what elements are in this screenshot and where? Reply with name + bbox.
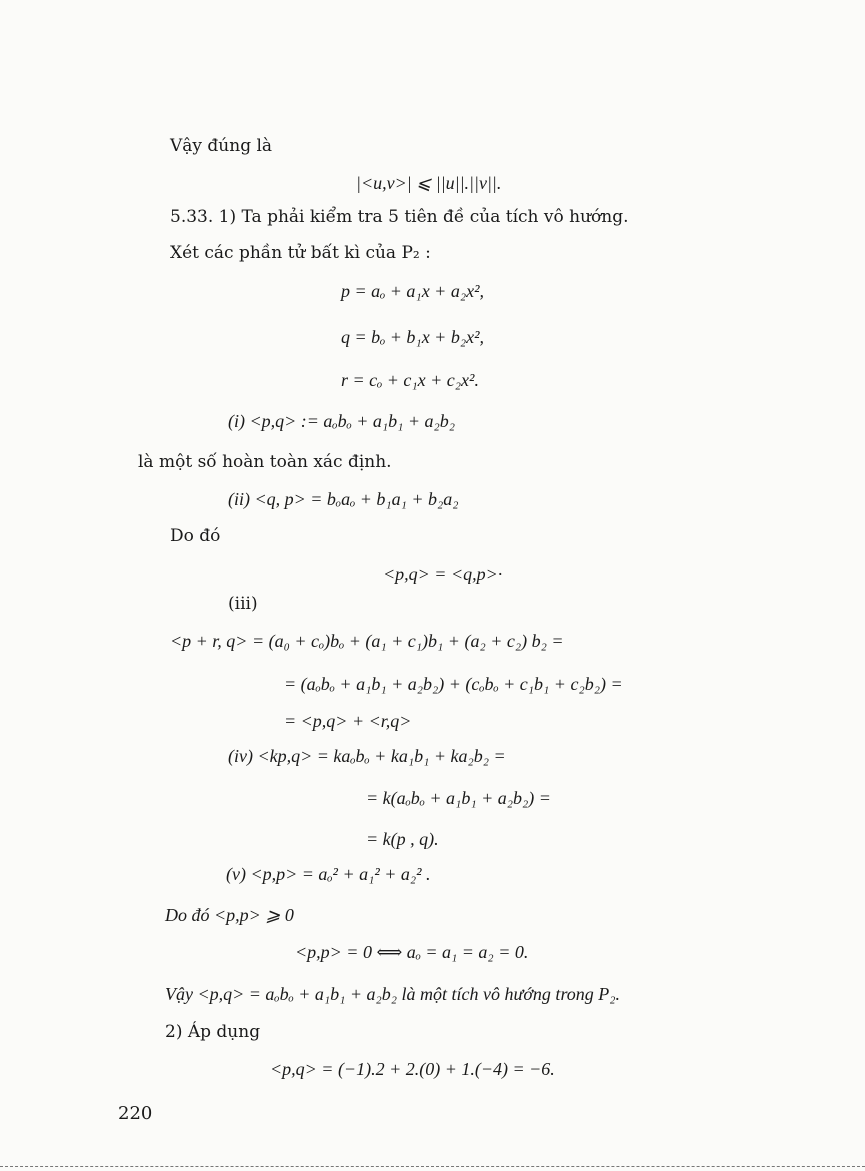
equation-p: p = aₒ + a₁x + a₂x², [341, 281, 484, 301]
equation-q: q = bₒ + b₁x + b₂x², [341, 327, 484, 347]
axiom-i: (i) <p,q> := aₒbₒ + a₁b₁ + a₂b₂ [228, 411, 456, 431]
conclusion-line: Vậy <p,q> = aₒbₒ + a₁b₁ + a₂b₂ là một tích vô hướng trong P₂. [165, 984, 621, 1004]
page-number: 220 [118, 1103, 153, 1124]
axiom-ii: (ii) <q, p> = bₒaₒ + b₁a₁ + b₂a₂ [228, 489, 459, 509]
axiom-iii-line-2: = (aₒbₒ + a₁b₁ + a₂b₂) + (cₒbₒ + c₁b₁ + c₂b₂) = [284, 674, 623, 694]
part-2-heading: 2) Áp dụng [165, 1022, 261, 1042]
equation-symmetry: <p,q> = <q,p>· [383, 564, 503, 584]
axiom-iii-label: (iii) [228, 594, 258, 614]
axiom-iii-line-1: <p + r, q> = (a₀ + cₒ)bₒ + (a₁ + c₁)b₁ + (a₂ + c₂) b₂ = [170, 631, 564, 651]
equation-positivity: <p,p> = 0 ⟺ aₒ = a₁ = a₂ = 0. [295, 942, 529, 962]
text-line-21: Do đó <p,p> ⩾ 0 [165, 905, 294, 925]
text-line-9: là một số hoàn toàn xác định. [138, 452, 392, 472]
axiom-iv-line-3: = k(p , q). [366, 829, 439, 849]
axiom-v: (v) <p,p> = aₒ² + a₁² + a₂² . [226, 864, 431, 884]
axiom-iv-line-1: (iv) <kp,q> = kaₒbₒ + ka₁b₁ + ka₂b₂ = [228, 746, 506, 766]
equation-r: r = cₒ + c₁x + c₂x². [341, 370, 479, 390]
text-line-11: Do đó [170, 526, 221, 546]
equation-cauchy-schwarz: |<u,v>| ⩽ ||u||.||v||. [356, 173, 502, 193]
exercise-heading: 5.33. 1) Ta phải kiểm tra 5 tiên đề của tích vô hướng. [170, 207, 629, 227]
axiom-iii-line-3: = <p,q> + <r,q> [284, 711, 412, 731]
equation-application: <p,q> = (−1).2 + 2.(0) + 1.(−4) = −6. [270, 1059, 555, 1079]
text-line-1: Vậy đúng là [170, 136, 273, 156]
text-line-4: Xét các phần tử bất kì của P₂ : [170, 243, 431, 263]
axiom-iv-line-2: = k(aₒbₒ + a₁b₁ + a₂b₂) = [366, 788, 551, 808]
page-bottom-edge [0, 1166, 865, 1167]
